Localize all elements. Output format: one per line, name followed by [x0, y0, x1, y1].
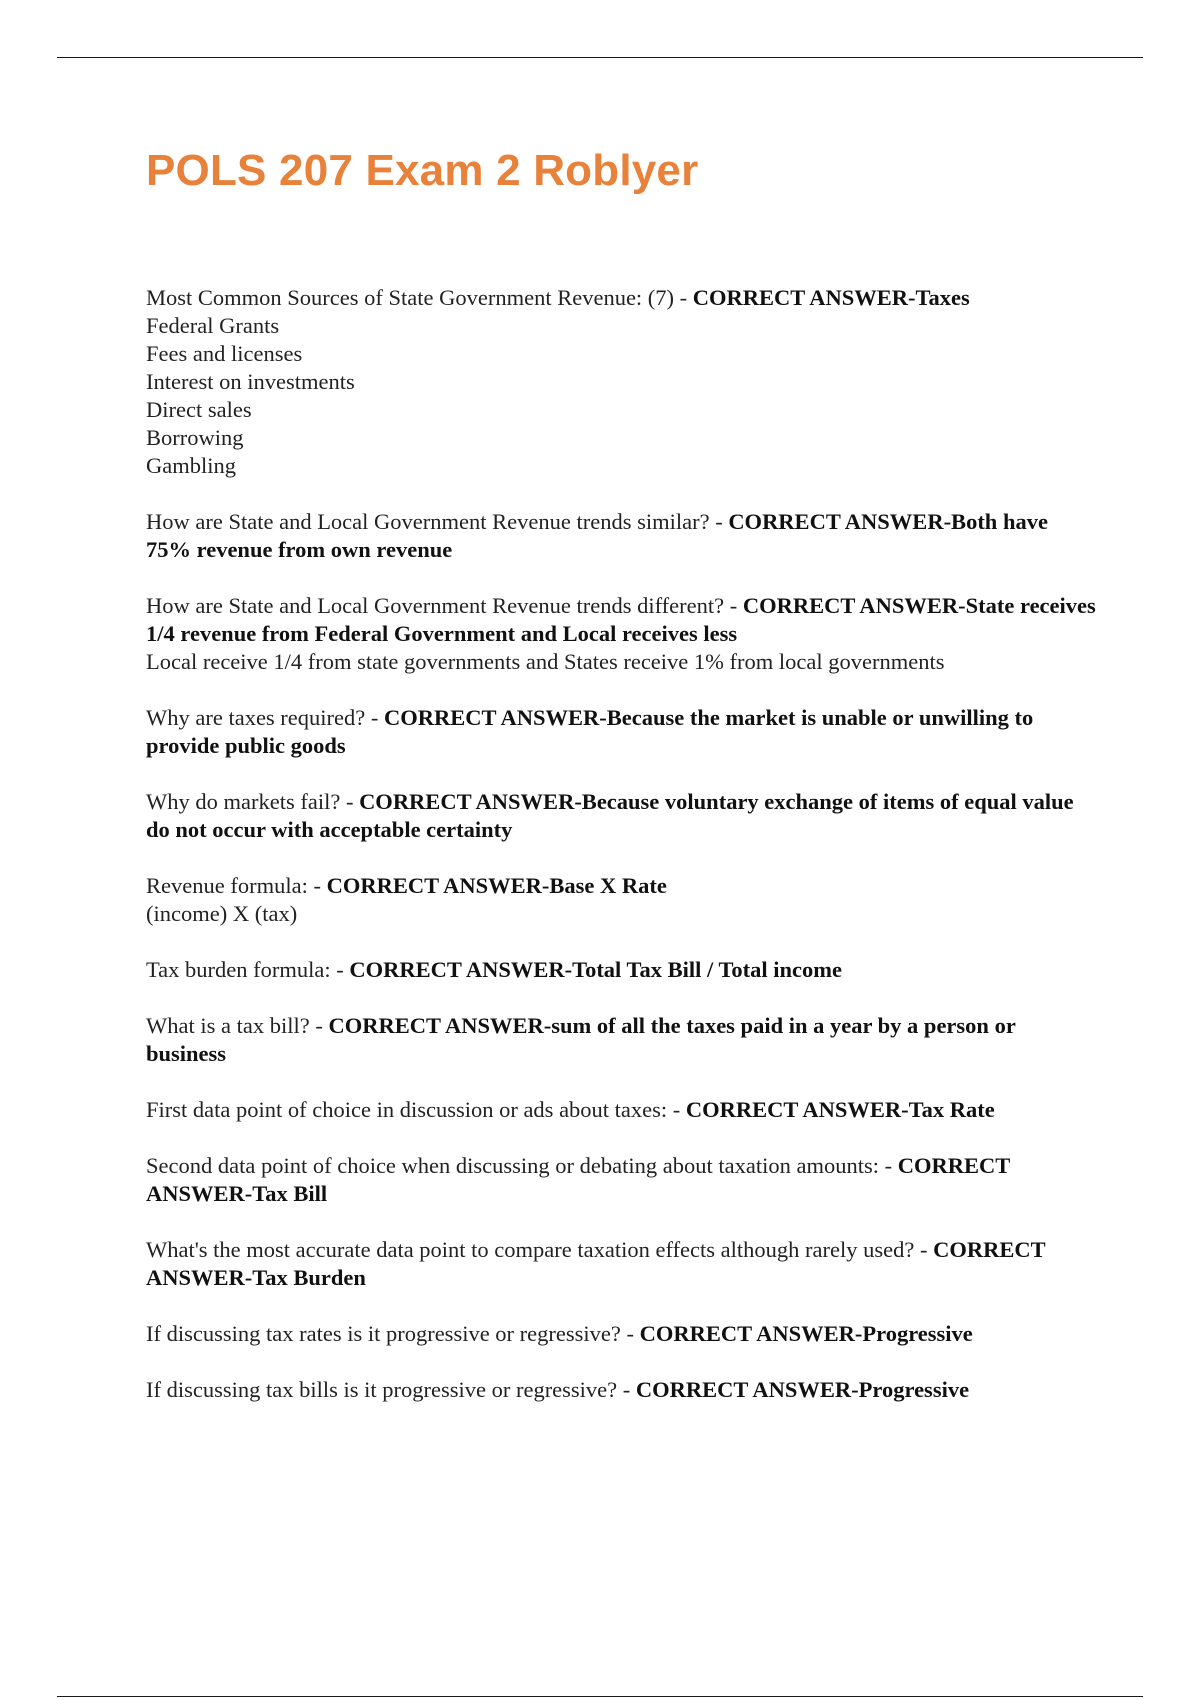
answer-text: CORRECT ANSWER-Taxes: [692, 285, 970, 310]
separator: -: [617, 1377, 636, 1402]
qa-item: [146, 1096, 1096, 1124]
separator: -: [914, 1237, 934, 1262]
qa-item: [146, 1152, 1096, 1208]
qa-item: [146, 872, 1096, 928]
separator: -: [309, 1013, 329, 1038]
answer-text: CORRECT ANSWER-Progressive: [635, 1377, 970, 1402]
question-text: Revenue formula:: [146, 873, 308, 898]
separator: -: [724, 593, 743, 618]
qa-item: [146, 704, 1096, 760]
qa-item: [146, 788, 1096, 844]
question-text: Second data point of choice when discussing or debating about taxation amounts:: [146, 1153, 879, 1178]
question-text: Most Common Sources of State Government Revenue: (7): [146, 285, 675, 310]
separator: -: [674, 285, 693, 310]
qa-item: [146, 1236, 1096, 1292]
bottom-rule: [57, 1696, 1143, 1697]
qa-item: [146, 1012, 1096, 1068]
answer-text: CORRECT ANSWER-State receives 1/4 revenue from Federal Government and Local receives less: [146, 593, 1096, 646]
page-title: POLS 207 Exam 2 Roblyer: [146, 146, 699, 195]
answer-text: CORRECT ANSWER-Tax Bill: [146, 1153, 1010, 1206]
separator: -: [709, 509, 729, 534]
separator: -: [365, 705, 385, 730]
question-text: What is a tax bill?: [146, 1013, 310, 1038]
answer-text: CORRECT ANSWER-Because voluntary exchange of items of equal value do not occur with acceptable certainty: [146, 789, 1074, 842]
question-text: Why do markets fail?: [146, 789, 341, 814]
qa-list: [146, 284, 1096, 1432]
separator: -: [878, 1153, 898, 1178]
answer-text: CORRECT ANSWER-Tax Burden: [146, 1237, 1046, 1290]
qa-item: [146, 1376, 1096, 1404]
answer-text: CORRECT ANSWER-Progressive: [639, 1321, 973, 1346]
separator: -: [667, 1097, 686, 1122]
question-text: How are State and Local Government Revenue trends similar?: [146, 509, 710, 534]
answer-line: Local receive 1/4 from state governments and States receive 1% from local governments: [146, 649, 945, 674]
qa-item: [146, 284, 1096, 480]
separator: -: [307, 873, 327, 898]
question-text: Tax burden formula:: [146, 957, 331, 982]
separator: -: [330, 957, 350, 982]
answer-text: CORRECT ANSWER-Both have 75% revenue from own revenue: [146, 509, 1048, 562]
qa-item: [146, 956, 1096, 984]
question-text: How are State and Local Government Revenue trends different?: [146, 593, 725, 618]
separator: -: [340, 789, 360, 814]
answer-text: CORRECT ANSWER-Base X Rate: [326, 873, 667, 898]
answer-line: Borrowing: [146, 425, 244, 450]
qa-item: [146, 1320, 1096, 1348]
answer-text: CORRECT ANSWER-sum of all the taxes paid in a year by a person or business: [146, 1013, 1016, 1066]
answer-line: Interest on investments: [146, 369, 355, 394]
answer-line: Gambling: [146, 453, 236, 478]
question-text: If discussing tax rates is it progressive or regressive?: [146, 1321, 621, 1346]
answer-text: CORRECT ANSWER-Because the market is unable or unwilling to provide public goods: [146, 705, 1034, 758]
answer-line: Fees and licenses: [146, 341, 303, 366]
answer-text: CORRECT ANSWER-Tax Rate: [685, 1097, 995, 1122]
question-text: Why are taxes required?: [146, 705, 366, 730]
qa-item: [146, 592, 1096, 676]
answer-line: (income) X (tax): [146, 901, 298, 926]
separator: -: [620, 1321, 640, 1346]
question-text: What's the most accurate data point to compare taxation effects although rarely used?: [146, 1237, 915, 1262]
answer-text: CORRECT ANSWER-Total Tax Bill / Total income: [349, 957, 842, 982]
answer-line: Federal Grants: [146, 313, 280, 338]
question-text: First data point of choice in discussion or ads about taxes:: [146, 1097, 668, 1122]
question-text: If discussing tax bills is it progressive or regressive?: [146, 1377, 618, 1402]
top-rule: [57, 57, 1143, 58]
answer-line: Direct sales: [146, 397, 252, 422]
qa-item: [146, 508, 1096, 564]
